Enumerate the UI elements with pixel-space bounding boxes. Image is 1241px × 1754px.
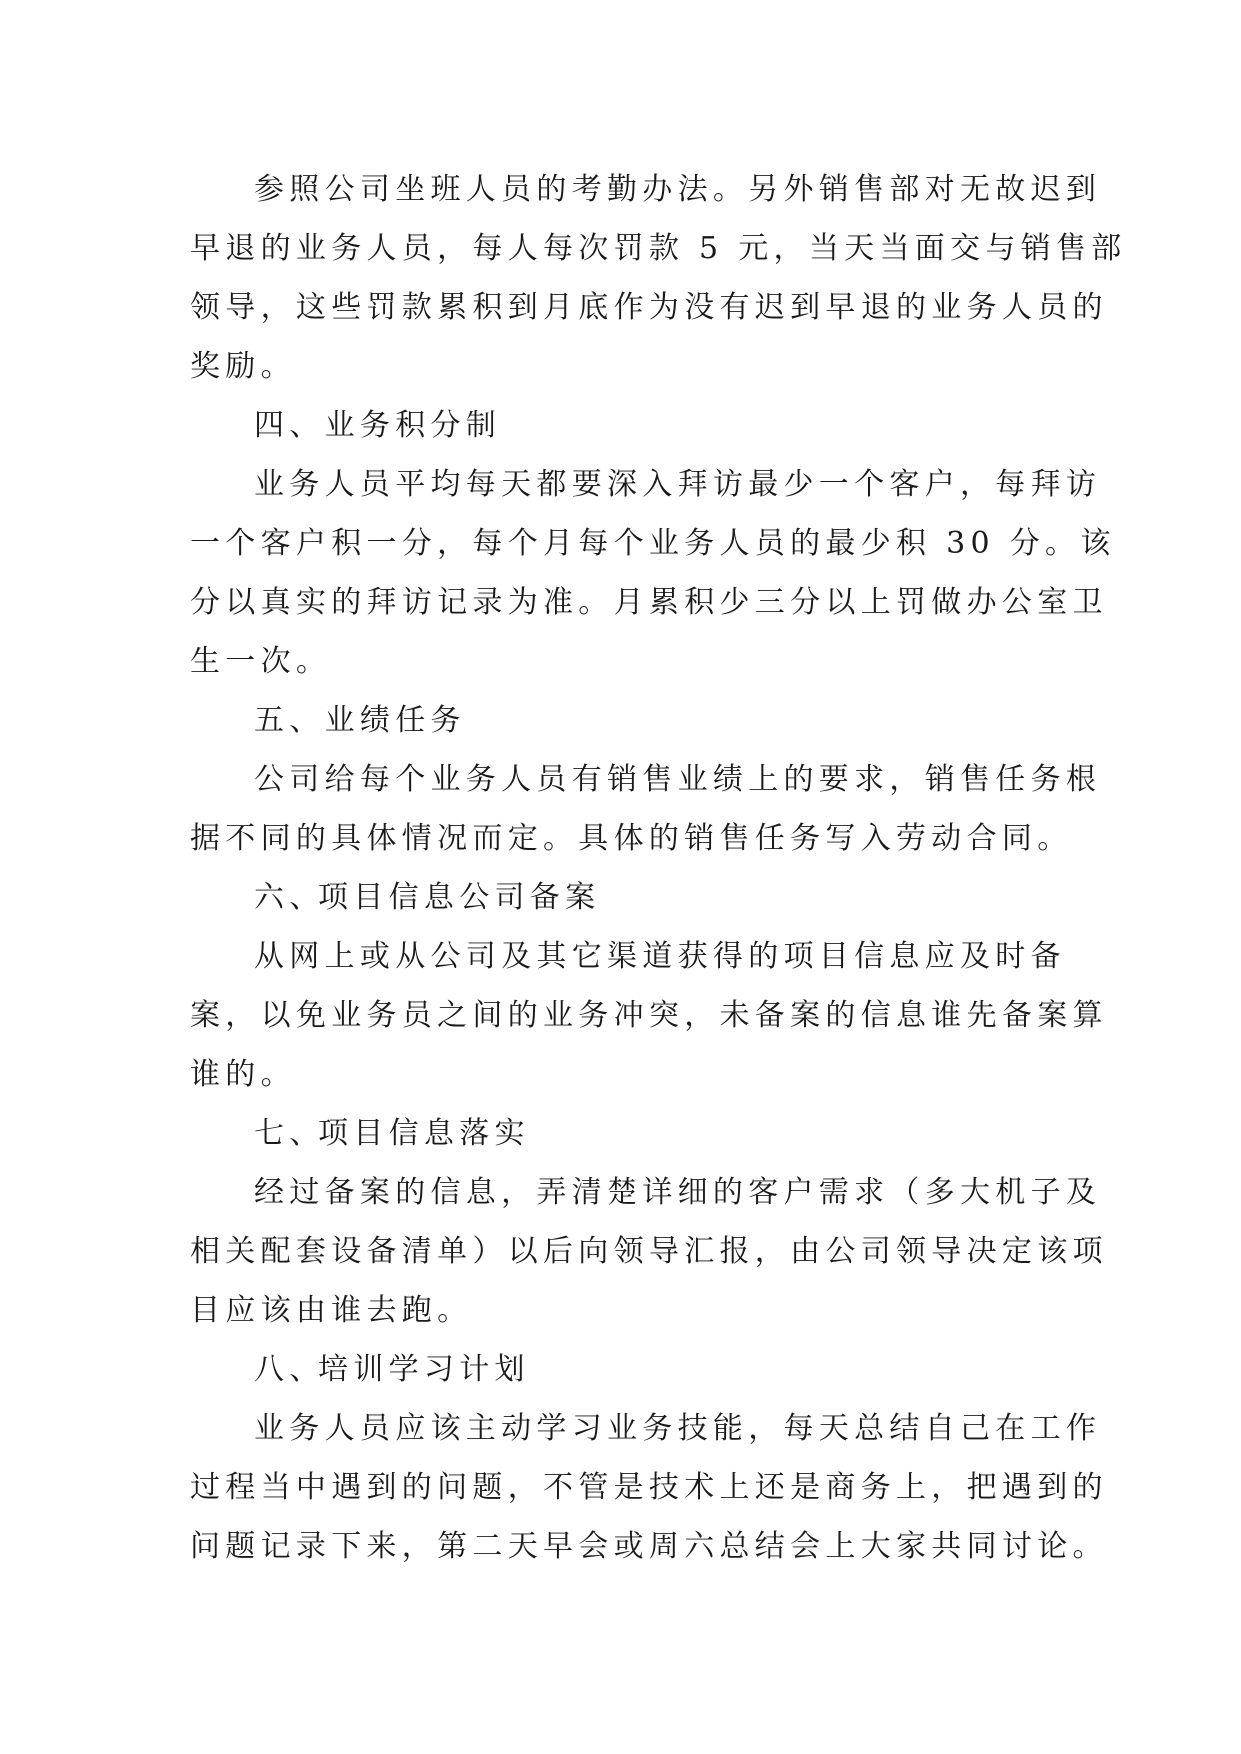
section-heading	[190, 1104, 1070, 1163]
paragraph-line: 领导，这些罚款累积到月底作为没有迟到早退的业务人员的	[190, 290, 1108, 325]
section-performance-tasks	[190, 691, 1102, 868]
paragraph-line: 过程当中遇到的问题，不管是技术上还是商务上，把遇到的	[190, 1470, 1108, 1505]
paragraph-line: 早退的业务人员，每人每次罚款 5 元，当天当面交与销售部	[190, 231, 1127, 266]
paragraph-line: 奖励。	[190, 349, 296, 384]
paragraph-line: 分以真实的拜访记录为准。月累积少三分以上罚做办公室卫	[190, 585, 1108, 620]
intro-paragraph	[190, 160, 1127, 396]
paragraph-line: 据不同的具体情况而定。具体的销售任务写入劳动合同。	[190, 821, 1073, 856]
paragraph-line: 目应该由谁去跑。	[190, 1293, 473, 1328]
section-training-plan	[190, 1340, 1108, 1576]
paragraph-line: 从网上或从公司及其它渠道获得的项目信息应及时备	[254, 939, 1066, 974]
section-title: 培训学习计划	[318, 1352, 530, 1387]
section-project-implementation	[190, 1104, 1108, 1340]
section-title: 项目信息落实	[318, 1116, 530, 1151]
paragraph-line: 业务人员应该主动学习业务技能，每天总结自己在工作	[254, 1411, 1102, 1446]
paragraph-line: 问题记录下来，第二天早会或周六总结会上大家共同讨论。	[190, 1529, 1108, 1564]
section-points-system	[190, 396, 1116, 691]
section-number: 八、	[254, 1352, 325, 1387]
section-heading: 四、业务积分制	[254, 408, 502, 443]
paragraph-line: 公司给每个业务人员有销售业绩上的要求，销售任务根	[254, 762, 1102, 797]
paragraph-line: 参照公司坐班人员的考勤办法。另外销售部对无故迟到	[254, 172, 1102, 207]
section-heading	[190, 1340, 1070, 1399]
paragraph-line: 业务人员平均每天都要深入拜访最少一个客户，每拜访	[254, 467, 1102, 502]
section-heading	[190, 868, 1070, 927]
section-project-filing	[190, 868, 1108, 1104]
paragraph-line: 谁的。	[190, 1057, 296, 1092]
section-number: 六、	[254, 880, 325, 915]
paragraph-line: 一个客户积一分，每个月每个业务人员的最少积 30 分。该	[190, 526, 1116, 561]
paragraph-line: 相关配套设备清单）以后向领导汇报，由公司领导决定该项	[190, 1234, 1108, 1269]
document-page	[190, 160, 1127, 1576]
paragraph-line: 案，以免业务员之间的业务冲突，未备案的信息谁先备案算	[190, 998, 1108, 1033]
section-heading: 五、业绩任务	[254, 703, 466, 738]
section-title: 项目信息公司备案	[318, 880, 601, 915]
section-number: 七、	[254, 1116, 325, 1151]
paragraph-line: 经过备案的信息，弄清楚详细的客户需求（多大机子及	[254, 1175, 1102, 1210]
paragraph-line: 生一次。	[190, 644, 332, 679]
